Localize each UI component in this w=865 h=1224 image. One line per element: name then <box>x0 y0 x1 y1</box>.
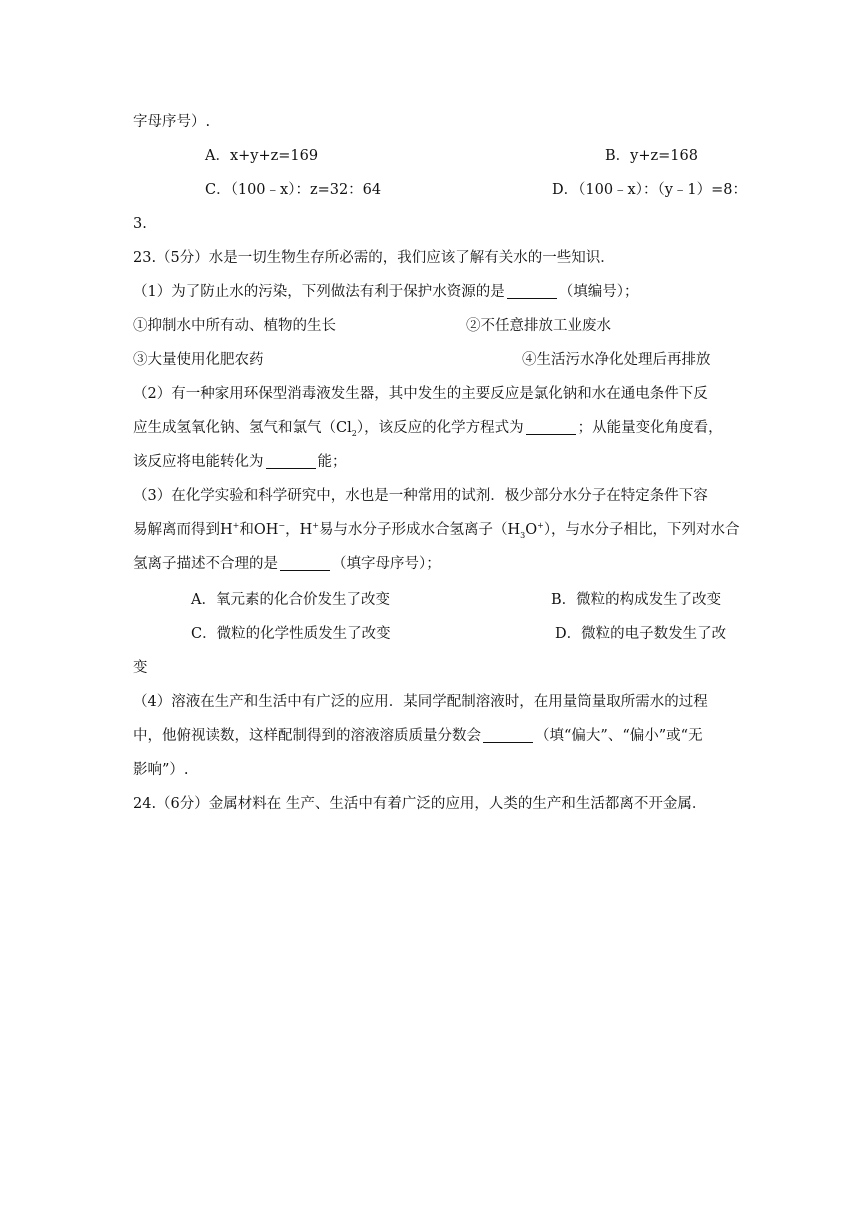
question-stem <box>0 244 865 272</box>
part3-text: （填字母序号）； <box>332 556 441 572</box>
part3-text: O <box>525 522 538 538</box>
answer-blank[interactable] <box>280 552 330 571</box>
option-d: D．（100﹣x）：（y﹣1）=8： <box>552 182 748 198</box>
answer-blank[interactable] <box>483 724 533 743</box>
subscript: 3 <box>520 530 526 540</box>
part1-text-end: （填编号）； <box>558 284 639 300</box>
question-24-stem: 24.（6分）金属材料在 生产、生活中有着广泛的应用，人类的生产和生活都离不开金属． <box>133 796 707 812</box>
option-a: A．氧元素的化合价发生了改变 <box>191 592 390 608</box>
part2-text: 应生成氢氧化钠、氢气和氯气（Cl <box>133 420 352 436</box>
part2-text: ），该反应的化学方程式为 <box>356 420 524 436</box>
text-line <box>0 414 865 442</box>
text-line <box>0 210 865 238</box>
option-b: B．y+z=168 <box>605 148 698 164</box>
text-line <box>0 482 865 510</box>
part1-text: （1）为了防止水的污染，下列做法有利于保护水资源的是 <box>133 284 505 300</box>
text-line <box>0 550 865 578</box>
text-line <box>0 688 865 716</box>
option-d-continued: 3. <box>133 216 147 232</box>
answer-blank[interactable] <box>507 280 557 299</box>
answer-blank[interactable] <box>526 416 576 435</box>
text-line <box>0 448 865 476</box>
text-line <box>0 516 865 544</box>
part2-text: 能； <box>317 454 347 470</box>
text-line <box>0 278 865 306</box>
text-line <box>0 108 865 136</box>
superscript: + <box>232 521 240 531</box>
option-c: C．（100﹣x）：z=32：64 <box>205 182 382 198</box>
part2-text: ；从能量变化角度看， <box>577 420 723 436</box>
part4-line1: （4）溶液在生产和生活中有广泛的应用．某同学配制溶液时，在用量筒量取所需水的过程 <box>133 694 708 710</box>
part2-line1: （2）有一种家用环保型消毒液发生器，其中发生的主要反应是氯化钠和水在通电条件下反 <box>133 386 708 402</box>
part4-text: （填“偏大”、“偏小”或“无 <box>535 728 703 744</box>
option-row <box>0 312 865 340</box>
option-a: A．x+y+z=169 <box>205 148 319 164</box>
option-d: D．微粒的电子数发生了改 <box>555 626 727 642</box>
text-line <box>0 654 865 682</box>
superscript: − <box>278 521 286 531</box>
option-row <box>0 586 865 614</box>
option-row <box>0 176 865 204</box>
choice-4: ④生活污水净化处理后再排放 <box>522 352 711 368</box>
answer-blank[interactable] <box>266 450 316 469</box>
part2-text: 该反应将电能转化为 <box>133 454 264 470</box>
part3-text: ），与水分子相比，下列对水合 <box>543 522 740 538</box>
question-23-stem: 23.（5分）水是一切生物生存所必需的，我们应该了解有关水的一些知识． <box>133 250 615 266</box>
text-line <box>0 722 865 750</box>
part3-text: ，H <box>285 522 313 538</box>
part3-text: 氢离子描述不合理的是 <box>133 556 278 572</box>
superscript: + <box>537 521 544 531</box>
part3-text: 易解离而得到H <box>133 522 233 538</box>
option-row <box>0 142 865 170</box>
choice-3: ③大量使用化肥农药 <box>133 352 264 368</box>
subscript: 2 <box>351 428 357 438</box>
option-row <box>0 346 865 374</box>
choice-1: ①抑制水中所有动、植物的生长 <box>133 318 336 334</box>
text-line <box>0 380 865 408</box>
choice-2: ②不任意排放工业废水 <box>466 318 611 334</box>
part3-text: 和OH <box>239 522 279 538</box>
text-line <box>0 756 865 784</box>
superscript: + <box>312 521 319 531</box>
part4-text: 中，他俯视读数，这样配制得到的溶液溶质质量分数会 <box>133 728 481 744</box>
part3-text: 易与水分子形成水合氢离子（H <box>318 522 521 538</box>
option-row <box>0 620 865 648</box>
line-text: 字母序号）. <box>133 114 211 130</box>
part4-line3: 影响”）. <box>133 762 189 778</box>
part3-line1: （3）在化学实验和科学研究中，水也是一种常用的试剂．极少部分水分子在特定条件下容 <box>133 488 708 504</box>
option-c: C．微粒的化学性质发生了改变 <box>191 626 391 642</box>
option-d-continued: 变 <box>133 660 148 676</box>
option-b: B．微粒的构成发生了改变 <box>551 592 722 608</box>
question-stem <box>0 790 865 818</box>
